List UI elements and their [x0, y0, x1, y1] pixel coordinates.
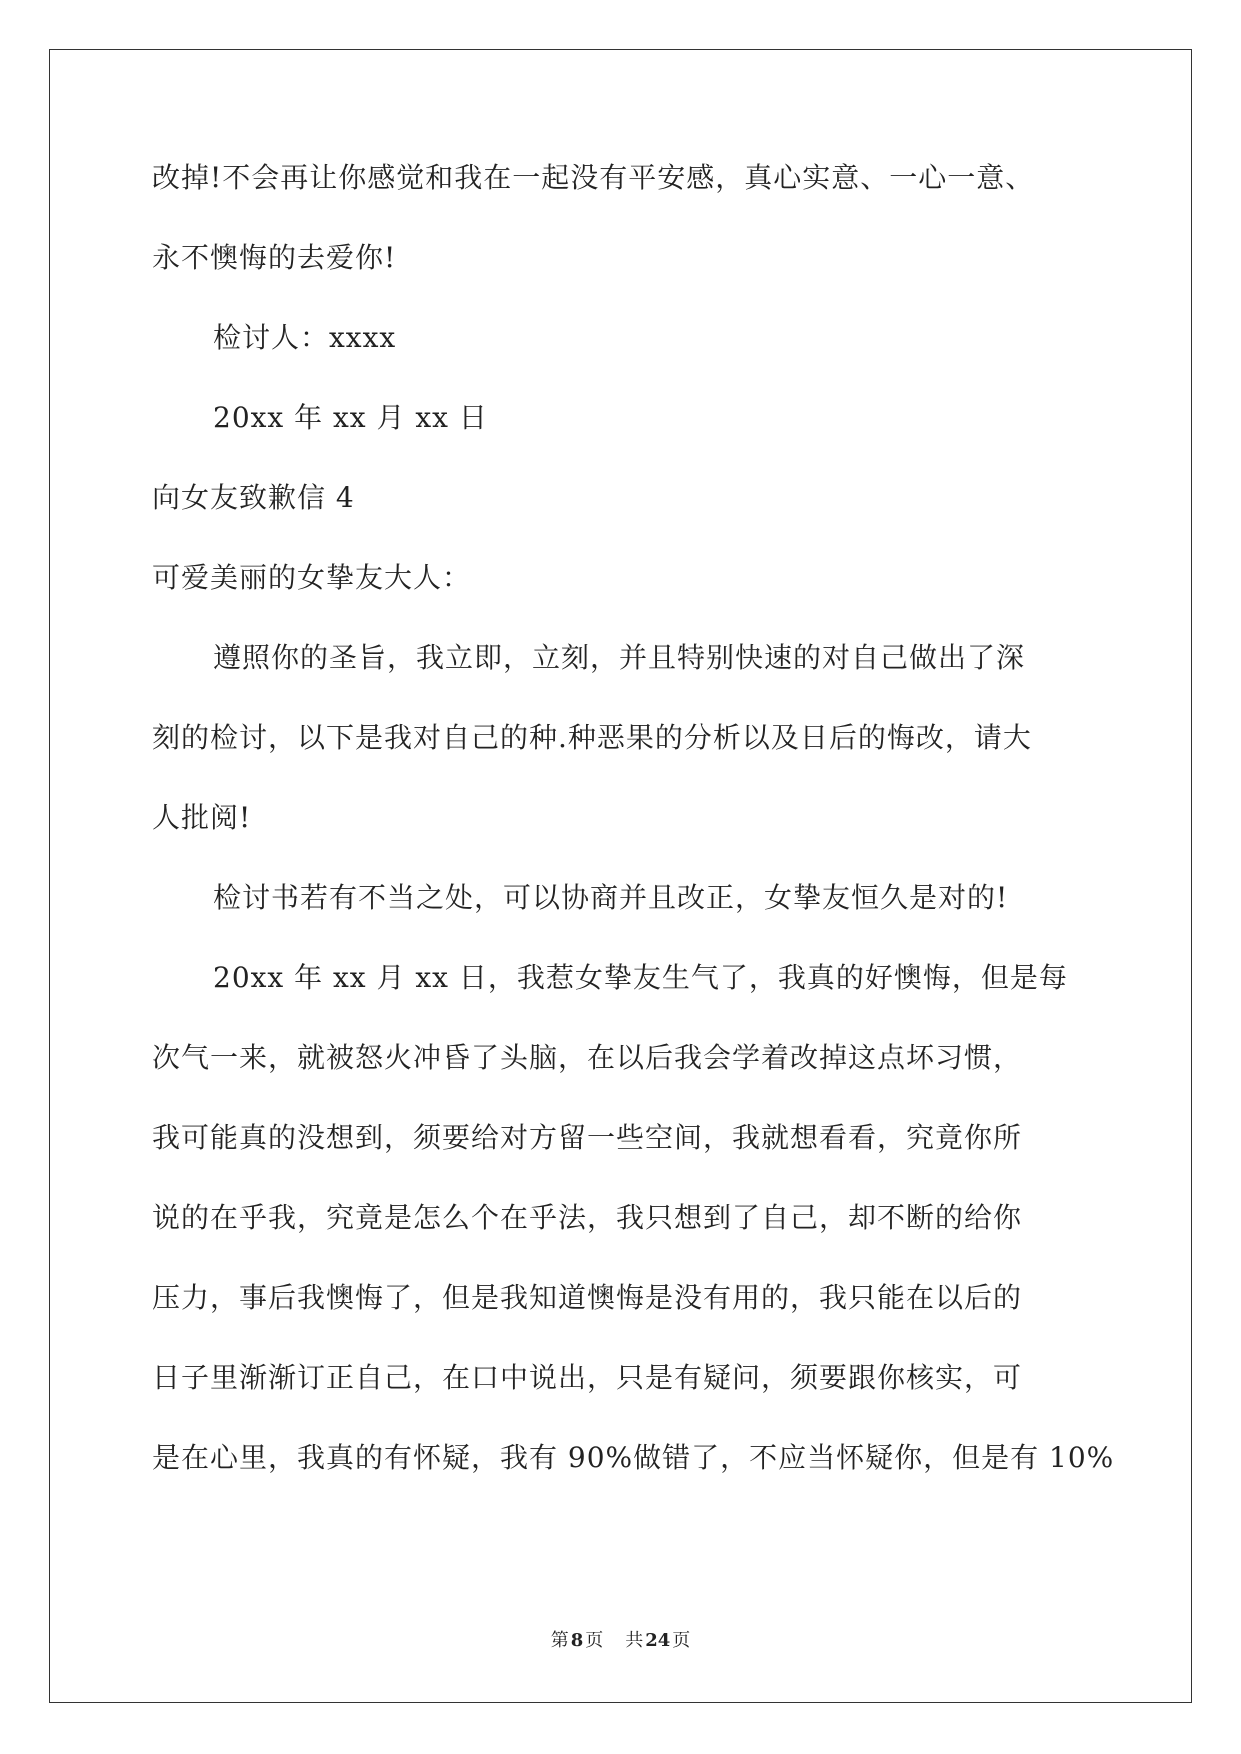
salutation: 可爱美丽的女挚友大人： [152, 561, 472, 594]
date-line: 20xx 年 xx 月 xx 日 [213, 401, 488, 434]
text-line: 说的在乎我，究竟是怎么个在乎法，我只想到了自己，却不断的给你 [152, 1201, 1023, 1234]
total-pages: 24 [645, 1630, 671, 1651]
text-line: 是在心里，我真的有怀疑，我有 90%做错了，不应当怀疑你，但是有 10% [152, 1441, 1115, 1474]
text-line: 20xx 年 xx 月 xx 日，我惹女挚友生气了，我真的好懊悔，但是每 [213, 961, 1068, 994]
total-suffix: 页 [672, 1630, 691, 1651]
text-line: 日子里渐渐订正自己，在口中说出，只是有疑问，须要跟你核实，可 [152, 1361, 1023, 1394]
page-number: 8 [570, 1630, 584, 1651]
total-prefix: 共 [625, 1630, 644, 1651]
text-line: 我可能真的没想到，须要给对方留一些空间，我就想看看，究竟你所 [152, 1121, 1023, 1154]
page-footer [0, 1629, 1241, 1653]
text-line: 压力，事后我懊悔了，但是我知道懊悔是没有用的，我只能在以后的 [152, 1281, 1023, 1314]
text-line: 次气一来，就被怒火冲昏了头脑，在以后我会学着改掉这点坏习惯， [152, 1041, 1023, 1074]
signature-line: 检讨人：xxxx [213, 321, 397, 354]
text-line: 检讨书若有不当之处，可以协商并且改正，女挚友恒久是对的! [213, 881, 1009, 914]
text-line: 永不懊悔的去爱你! [152, 241, 397, 274]
text-line: 改掉!不会再让你感觉和我在一起没有平安感，真心实意、一心一意、 [152, 161, 1035, 194]
page-prefix: 第 [550, 1630, 569, 1651]
section-title: 向女友致歉信 4 [152, 481, 355, 514]
text-line: 遵照你的圣旨，我立即，立刻，并且特别快速的对自己做出了深 [213, 641, 1026, 674]
page-suffix: 页 [585, 1630, 604, 1651]
text-line: 人批阅! [152, 801, 252, 834]
text-line: 刻的检讨，以下是我对自己的种.种恶果的分析以及日后的悔改，请大 [152, 721, 1032, 754]
